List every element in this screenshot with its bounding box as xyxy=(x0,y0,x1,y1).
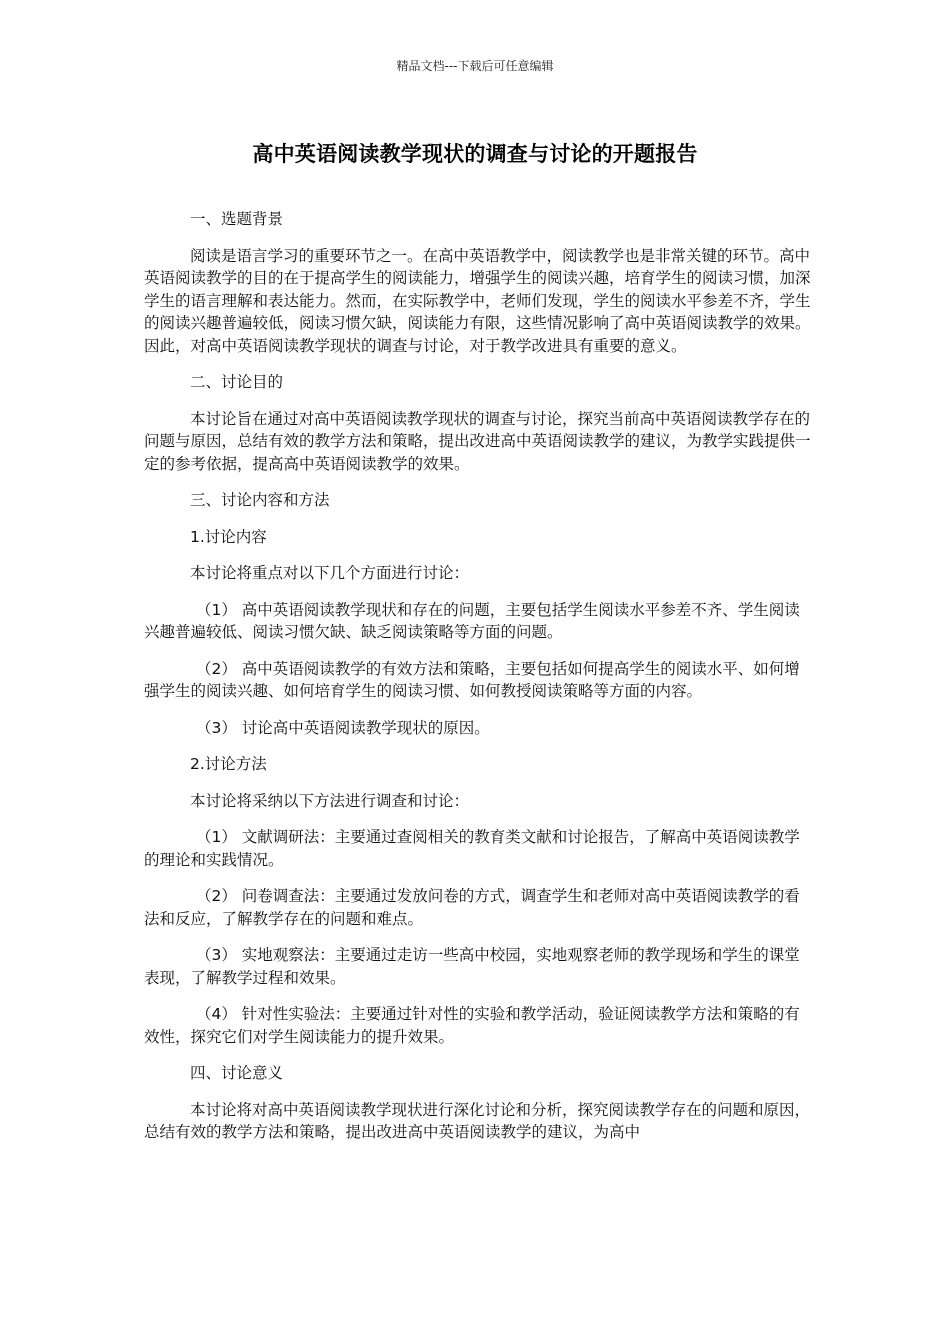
section-heading-purpose: 二、讨论目的 xyxy=(190,373,284,391)
document-title: 高中英语阅读教学现状的调查与讨论的开题报告 xyxy=(252,142,698,166)
subheading-method: 2.讨论方法 xyxy=(190,755,267,773)
method-item-4: （4） 针对性实验法：主要通过针对性的实验和教学活动，验证阅读教学方法和策略的有效性，探究它们对学生阅读能力的提升效果。 xyxy=(144,1005,800,1046)
section-heading-background: 一、选题背景 xyxy=(190,210,284,228)
content-item-2: （2） 高中英语阅读教学的有效方法和策略，主要包括如何提高学生的阅读水平、如何增强学生的阅读兴趣、如何培育学生的阅读习惯、如何教授阅读策略等方面的内容。 xyxy=(144,659,800,700)
section-heading-significance: 四、讨论意义 xyxy=(190,1064,284,1082)
header-note: 精品文档---下载后可任意编辑 xyxy=(396,59,554,73)
content-item-1: （1） 高中英语阅读教学现状和存在的问题，主要包括学生阅读水平参差不齐、学生阅读兴趣普遍较低、阅读习惯欠缺、缺乏阅读策略等方面的问题。 xyxy=(144,600,800,641)
method-intro: 本讨论将采纳以下方法进行调查和讨论： xyxy=(190,791,470,810)
subheading-content: 1.讨论内容 xyxy=(190,527,267,546)
purpose-paragraph: 本讨论旨在通过对高中英语阅读教学现状的调查与讨论，探究当前高中英语阅读教学存在的问题与原因，总结有效的教学方法和策略，提出改进高中英语阅读教学的建议，为教学实践提供一定的参考依据，提高高中英语阅读教学的效果。 xyxy=(144,409,811,473)
section-heading-content-method: 三、讨论内容和方法 xyxy=(190,491,330,509)
document-body xyxy=(144,208,814,1158)
background-paragraph: 阅读是语言学习的重要环节之一。在高中英语教学中，阅读教学也是非常关键的环节。高中英语阅读教学的目的在于提高学生的阅读能力，增强学生的阅读兴趣，培育学生的阅读习惯，加深学生的语言理解和表达能力。然而，在实际教学中，老师们发现，学生的阅读水平参差不齐，学生的阅读兴趣普遍较低，阅读习惯欠缺，阅读能力有限，这些情况影响了高中英语阅读教学的效果。因此，对高中英语阅读教学现状的调查与讨论，对于教学改进具有重要的意义。 xyxy=(144,246,811,355)
significance-paragraph: 本讨论将对高中英语阅读教学现状进行深化讨论和分析，探究阅读教学存在的问题和原因，总结有效的教学方法和策略，提出改进高中英语阅读教学的建议，为高中 xyxy=(144,1100,811,1141)
method-item-3: （3） 实地观察法：主要通过走访一些高中校园，实地观察老师的教学现场和学生的课堂表现，了解教学过程和效果。 xyxy=(144,946,800,987)
content-item-3: （3） 讨论高中英语阅读教学现状的原因。 xyxy=(196,718,490,737)
content-intro: 本讨论将重点对以下几个方面进行讨论： xyxy=(190,564,470,582)
method-item-2: （2） 问卷调查法：主要通过发放问卷的方式，调查学生和老师对高中英语阅读教学的看法和反应，了解教学存在的问题和难点。 xyxy=(144,887,800,928)
method-item-1: （1） 文献调研法：主要通过查阅相关的教育类文献和讨论报告，了解高中英语阅读教学的理论和实践情况。 xyxy=(144,828,800,869)
